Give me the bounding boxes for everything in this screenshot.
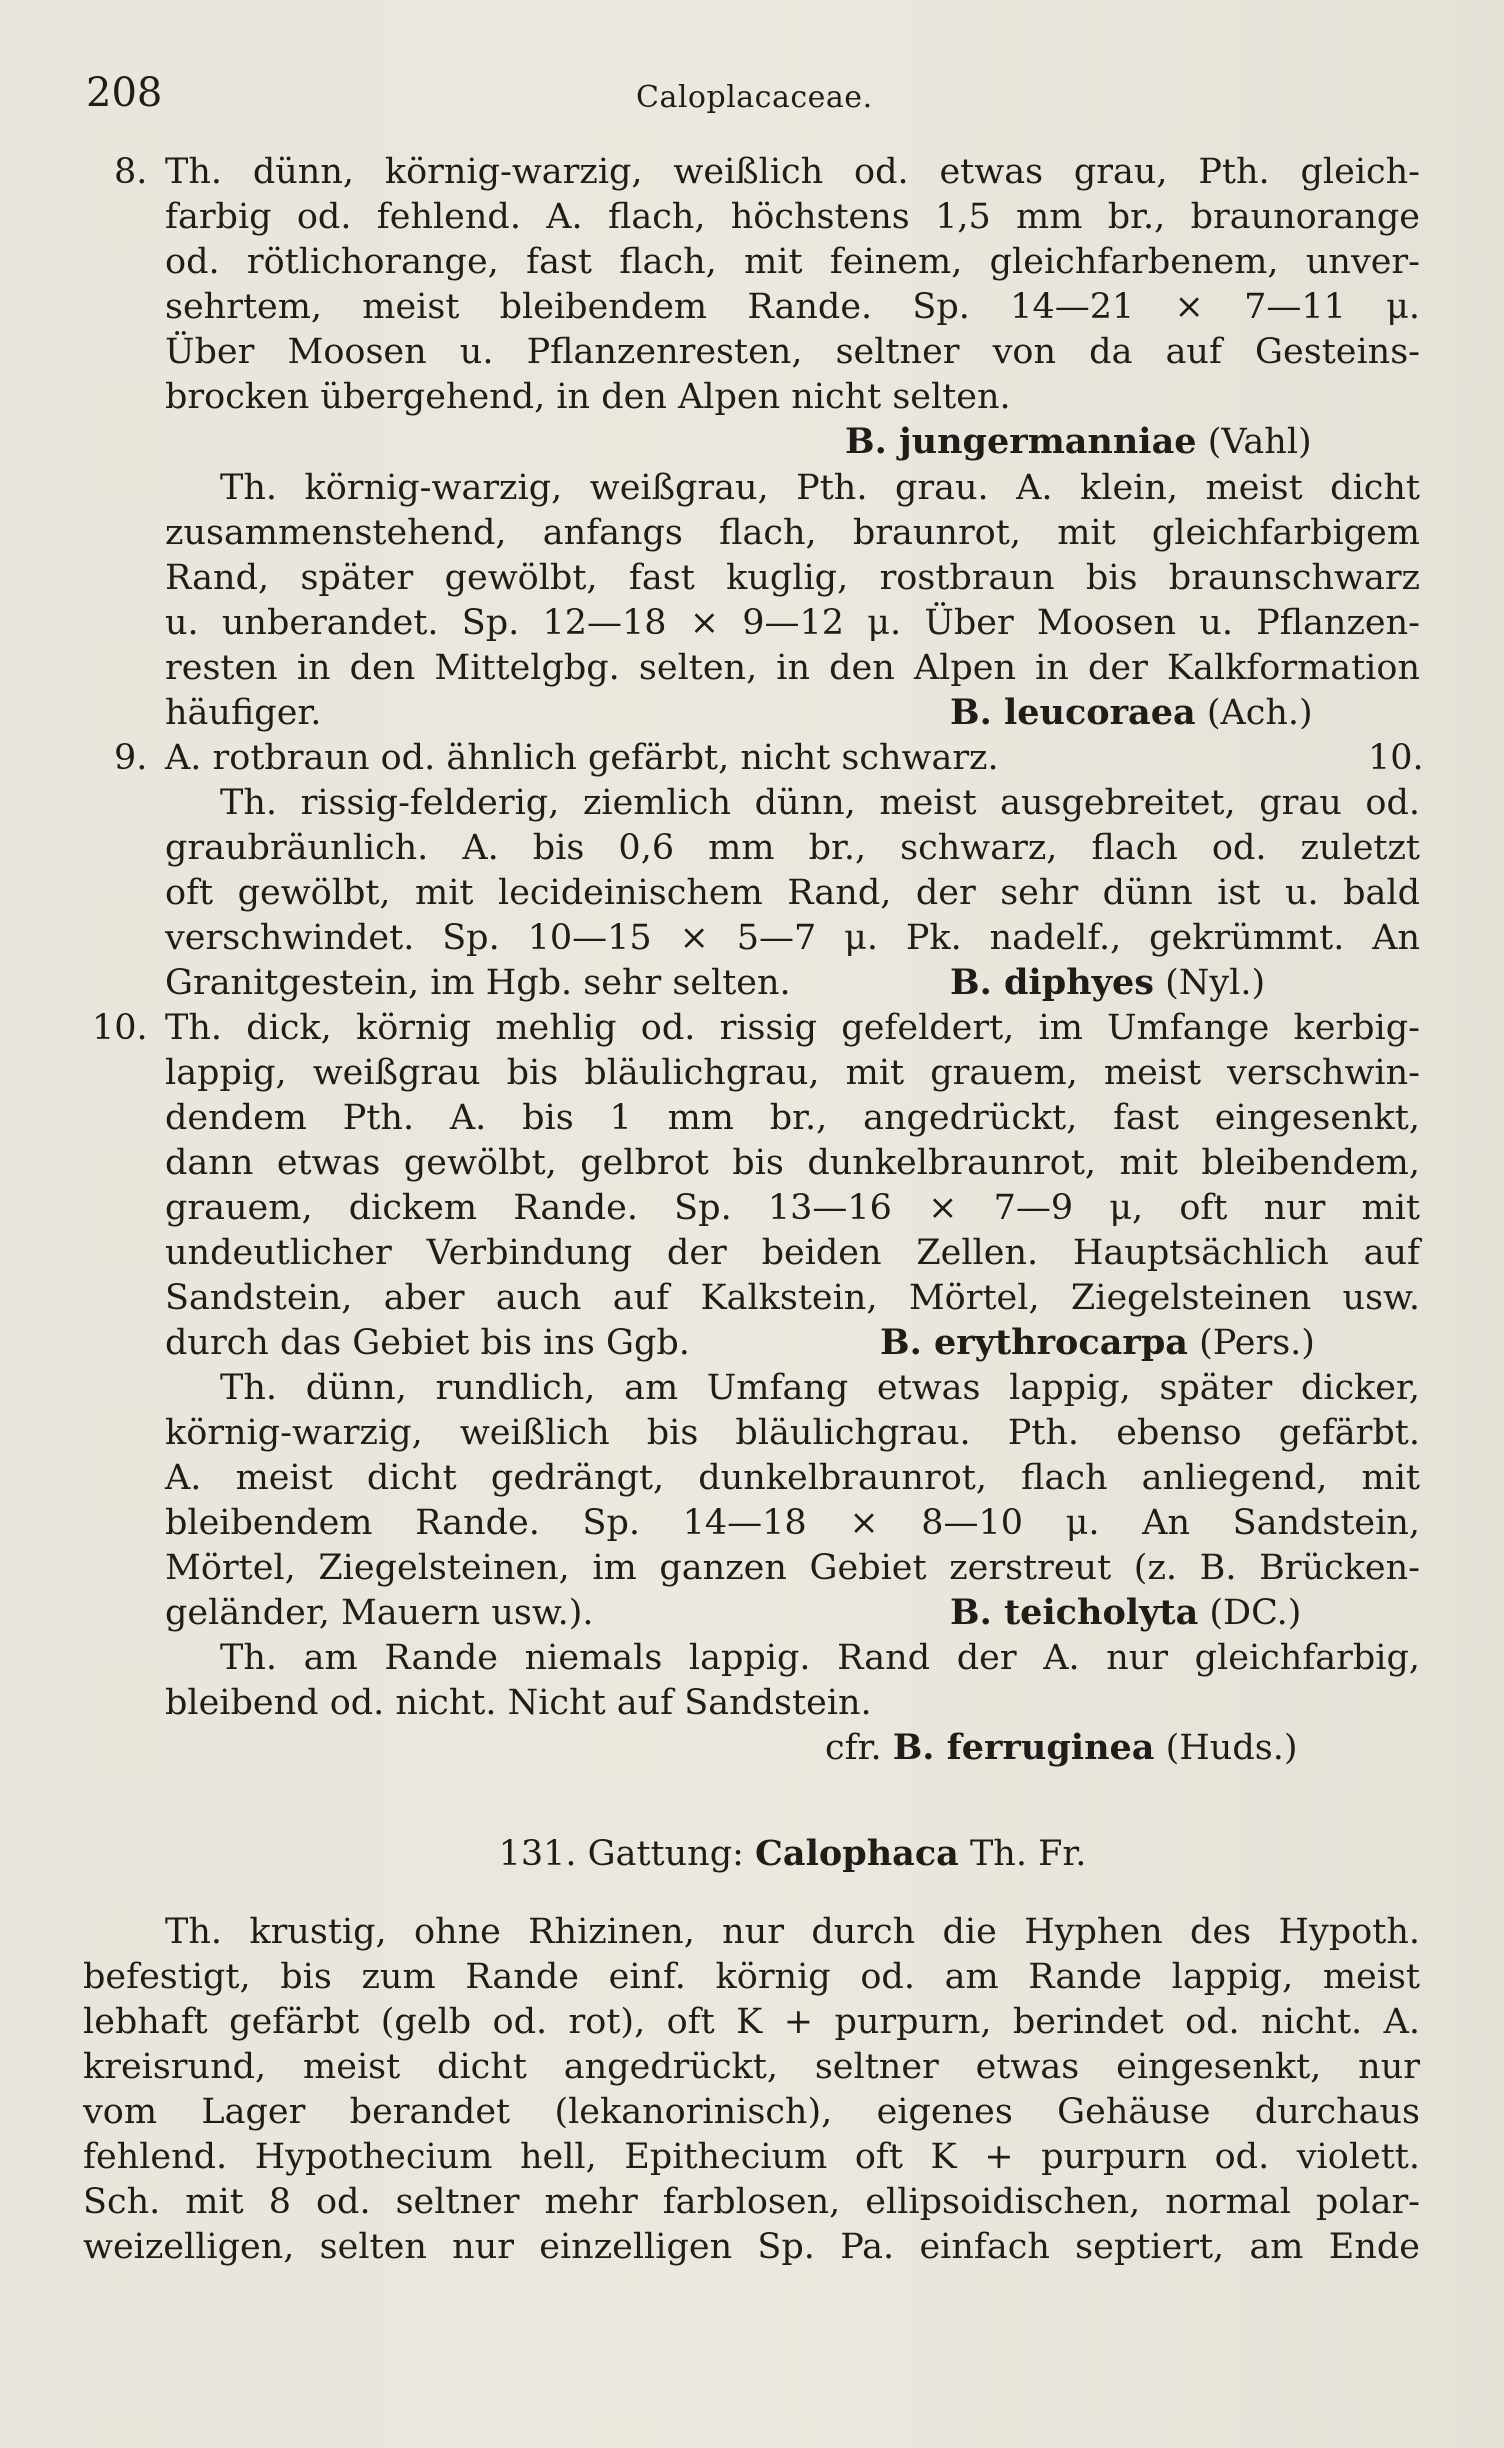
genus-name: Calophaca [755, 1833, 959, 1874]
text-line: körnig-warzig, weißlich bis bläulichgrau. Pth. ebenso gefärbt. [165, 1413, 1420, 1453]
text-line: A. rotbraun od. ähnlich gefärbt, nicht schwarz. [165, 738, 999, 778]
text-line: lebhaft gefärbt (gelb od. rot), oft K + purpurn, berindet od. nicht. A. [83, 2002, 1420, 2042]
text-line: brocken übergehend, in den Alpen nicht selten. [165, 377, 1011, 417]
text-line: u. unberandet. Sp. 12—18 × 9—12 μ. Über Moosen u. Pflanzen- [165, 603, 1420, 643]
species-author: (Nyl.) [1165, 963, 1266, 1003]
cfr-label: cfr. [825, 1728, 882, 1768]
text-line: sehrtem, meist bleibendem Rande. Sp. 14—21 × 7—11 μ. [165, 287, 1420, 327]
key-number-10: 10. [92, 1008, 148, 1048]
species-author: (Vahl) [1207, 422, 1312, 462]
text-line: Mörtel, Ziegelsteinen, im ganzen Gebiet zerstreut (z. B. Brücken- [165, 1548, 1420, 1588]
text-line: geländer, Mauern usw.). [165, 1593, 594, 1633]
species-name: B. jungermanniae [845, 421, 1197, 462]
page-header [86, 70, 1426, 130]
text-line: oft gewölbt, mit lecideinischem Rand, der sehr dünn ist u. bald [165, 873, 1420, 913]
text-line: grauem, dickem Rande. Sp. 13—16 × 7—9 μ, oft nur mit [165, 1188, 1420, 1228]
text-line: lappig, weißgrau bis bläulichgrau, mit grauem, meist verschwin- [165, 1053, 1420, 1093]
text-line: fehlend. Hypothecium hell, Epithecium oft K + purpurn od. violett. [83, 2137, 1420, 2177]
species-author: (Ach.) [1206, 693, 1313, 733]
text-line: resten in den Mittelgbg. selten, in den Alpen in der Kalkformation [165, 648, 1420, 688]
key-number-9: 9. [114, 738, 148, 778]
species-name: B. erythrocarpa [880, 1322, 1188, 1363]
species-diphyes [950, 961, 1430, 1005]
text-line: Rand, später gewölbt, fast kuglig, rostbraun bis braunschwarz [165, 558, 1420, 598]
species-name: B. teicholyta [950, 1592, 1199, 1633]
text-line: Granitgestein, im Hgb. sehr selten. [165, 963, 791, 1003]
text-line: undeutlicher Verbindung der beiden Zellen. Hauptsächlich auf [165, 1233, 1420, 1273]
text-line: kreisrund, meist dicht angedrückt, seltner etwas eingesenkt, nur [83, 2047, 1420, 2087]
text-line: bleibend od. nicht. Nicht auf Sandstein. [165, 1683, 872, 1723]
text-line: farbig od. fehlend. A. flach, höchstens 1,5 mm br., braunorange [165, 197, 1420, 237]
key-reference-10: 10. [1368, 738, 1424, 778]
text-line: Sandstein, aber auch auf Kalkstein, Mörtel, Ziegelsteinen usw. [165, 1278, 1420, 1318]
species-name: B. diphyes [950, 962, 1154, 1003]
key-number-8: 8. [114, 152, 148, 192]
genus-author: Th. Fr. [969, 1834, 1087, 1874]
species-author: (Huds.) [1165, 1728, 1298, 1768]
species-jungermanniae [845, 420, 1425, 464]
text-line: Th. dünn, rundlich, am Umfang etwas lappig, später dicker, [220, 1368, 1420, 1408]
text-line: vom Lager berandet (lekanorinisch), eigenes Gehäuse durchaus [83, 2092, 1420, 2132]
text-line: Th. körnig-warzig, weißgrau, Pth. grau. A. klein, meist dicht [220, 468, 1420, 508]
species-author: (DC.) [1209, 1593, 1302, 1633]
text-line: dann etwas gewölbt, gelbrot bis dunkelbraunrot, mit bleibendem, [165, 1143, 1420, 1183]
species-name: B. leucoraea [950, 692, 1196, 733]
species-author: (Pers.) [1199, 1323, 1315, 1363]
text-line: verschwindet. Sp. 10—15 × 5—7 μ. Pk. nadelf., gekrümmt. An [165, 918, 1420, 958]
genus-heading [165, 1832, 1420, 1876]
text-line: graubräunlich. A. bis 0,6 mm br., schwarz, flach od. zuletzt [165, 828, 1420, 868]
text-line: Th. dick, körnig mehlig od. rissig gefeldert, im Umfange kerbig- [165, 1008, 1420, 1048]
species-teicholyta [950, 1591, 1430, 1635]
species-ferruginea [825, 1726, 1425, 1770]
running-title: Caloplacaceae. [636, 80, 873, 115]
text-line: Th. krustig, ohne Rhizinen, nur durch die Hyphen des Hypoth. [165, 1912, 1420, 1952]
text-line: dendem Pth. A. bis 1 mm br., angedrückt, fast eingesenkt, [165, 1098, 1420, 1138]
text-line: weizelligen, selten nur einzelligen Sp. Pa. einfach septiert, am Ende [83, 2227, 1420, 2267]
text-line: Über Moosen u. Pflanzenresten, seltner von da auf Gesteins- [165, 332, 1420, 372]
page-number: 208 [86, 70, 163, 116]
text-line: zusammenstehend, anfangs flach, braunrot, mit gleichfarbigem [165, 513, 1420, 553]
text-line: häufiger. [165, 693, 322, 733]
text-line: od. rötlichorange, fast flach, mit feinem, gleichfarbenem, unver- [165, 242, 1420, 282]
text-line: befestigt, bis zum Rande einf. körnig od. am Rande lappig, meist [83, 1957, 1420, 1997]
text-line: Sch. mit 8 od. seltner mehr farblosen, ellipsoidischen, normal polar- [83, 2182, 1420, 2222]
text-line: Th. dünn, körnig-warzig, weißlich od. etwas grau, Pth. gleich- [165, 152, 1420, 192]
text-line: A. meist dicht gedrängt, dunkelbraunrot, flach anliegend, mit [165, 1458, 1420, 1498]
text-line: bleibendem Rande. Sp. 14—18 × 8—10 μ. An Sandstein, [165, 1503, 1420, 1543]
text-line: Th. am Rande niemals lappig. Rand der A. nur gleichfarbig, [220, 1638, 1420, 1678]
species-name: B. ferruginea [892, 1727, 1155, 1768]
species-erythrocarpa [880, 1321, 1440, 1365]
text-line: durch das Gebiet bis ins Ggb. [165, 1323, 690, 1363]
genus-number: 131. Gattung: [498, 1834, 744, 1874]
species-leucoraea [950, 691, 1430, 735]
text-line: Th. rissig-felderig, ziemlich dünn, meist ausgebreitet, grau od. [220, 783, 1420, 823]
